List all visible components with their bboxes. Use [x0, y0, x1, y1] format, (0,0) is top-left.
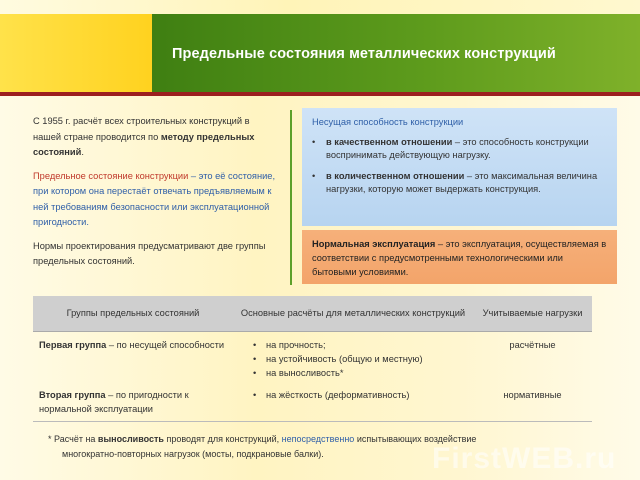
intro-text — [33, 114, 279, 278]
group-cell: Вторая группа – по пригодности к нормальной эксплуатации — [39, 390, 189, 414]
list-item: • на прочность; — [253, 340, 326, 350]
load-cell: нормативные — [503, 390, 562, 400]
limit-state-term: Предельное состояние конструкции — [33, 170, 189, 181]
definition-paragraph: Предельное состояние конструкции – это её состояние, при котором она перестаёт отвечать предъявляемым к ней требованиям безопасности или эксплуатационной пригодности. — [33, 170, 276, 227]
bullet-icon: • — [312, 137, 316, 147]
watermark: FirstWEB.ru — [432, 442, 617, 475]
bullet-icon: • — [312, 171, 316, 181]
table-row — [33, 382, 592, 422]
bullet-icon: • — [253, 340, 257, 350]
calculations-cell — [233, 338, 473, 382]
method-term: методу предельных состояний — [33, 131, 255, 157]
header-calculations: Основные расчёты для металлических конструкций — [240, 308, 466, 318]
header-accent-block — [0, 14, 152, 92]
intro-paragraph: С 1955 г. расчёт всех строительных конструкций в нашей стране проводится по методу предельных состояний. — [33, 116, 255, 157]
norms-paragraph: Нормы проектирования предусматривают две группы предельных состояний. — [33, 240, 266, 266]
list-item: • на выносливость* — [253, 368, 344, 378]
header-groups: Группы предельных состояний — [66, 308, 200, 318]
header-loads: Учитываемые нагрузки — [482, 308, 583, 318]
list-item: • в качественном отношении – это способность конструкции воспринимать действующую нагрузку. — [312, 137, 589, 160]
load-cell: расчётные — [509, 340, 556, 350]
bearing-capacity-box — [302, 108, 617, 226]
header-divider — [0, 92, 640, 96]
bullet-icon: • — [253, 390, 257, 400]
list-item: • на жёсткость (деформативность) — [253, 390, 410, 400]
list-item: • на устойчивость (общую и местную) — [253, 354, 423, 364]
page-title: Предельные состояния металлических конструкций — [172, 46, 556, 62]
bullet-icon: • — [253, 354, 257, 364]
bullet-icon: • — [253, 368, 257, 378]
bearing-capacity-title: Несущая способность конструкции — [312, 117, 464, 127]
calculations-cell — [233, 388, 473, 421]
table-header — [33, 296, 592, 332]
group-cell: Первая группа – по несущей способности — [39, 340, 225, 350]
normal-operation-box: Нормальная эксплуатация – это эксплуатация, осуществляемая в соответствии с предусмотренными технологическими или бытовыми условиями. — [302, 230, 617, 284]
table-row — [33, 332, 592, 382]
limit-states-table — [33, 296, 592, 422]
footnote: * Расчёт на выносливость проводят для конструкций, непосредственно испытывающих воздействие многократно-повторных нагрузок (мосты, подкрановые балки). — [48, 434, 477, 459]
column-divider — [290, 110, 292, 285]
list-item: • в количественном отношении – это максимальная величина нагрузки, которую может выдержать конструкция. — [312, 171, 598, 194]
